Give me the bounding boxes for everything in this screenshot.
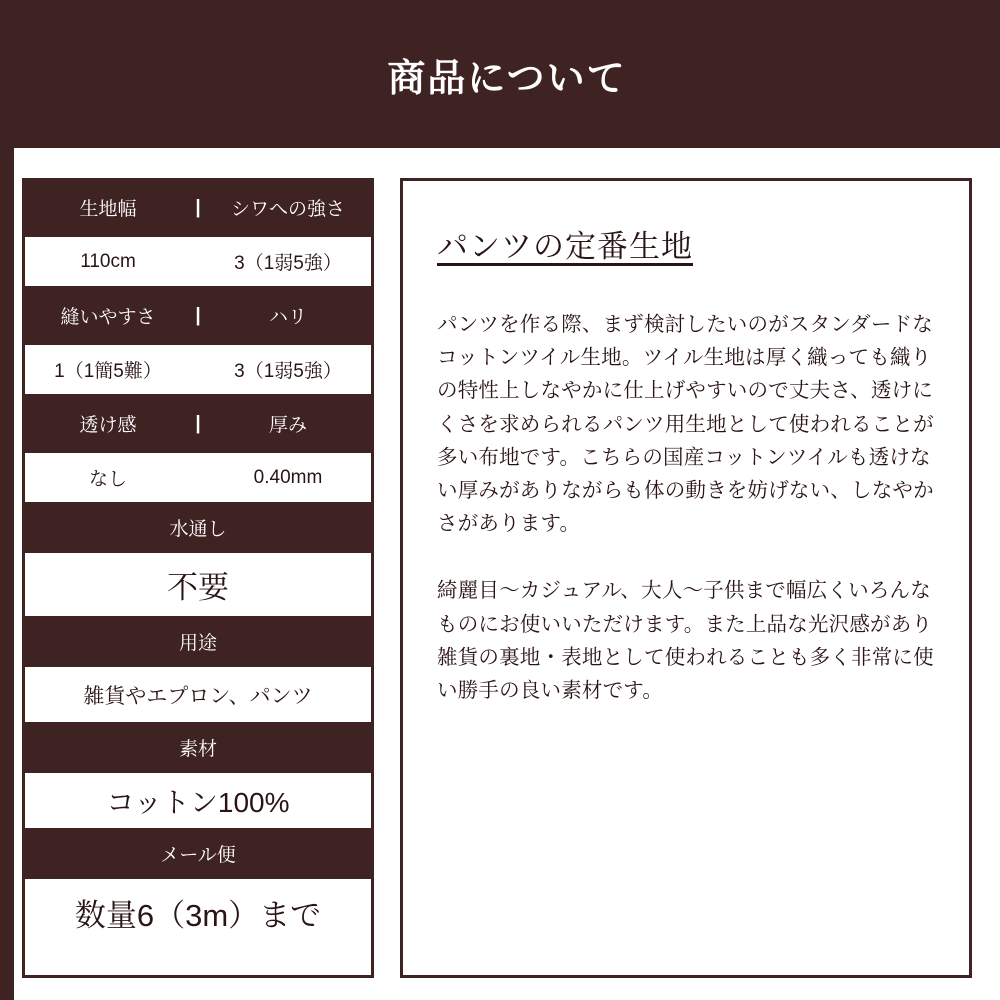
spec-header-label: シワへの強さ [230,199,345,220]
spec-value-row [25,553,371,619]
spec-header-label: 生地幅 [79,199,137,220]
spec-header-label: ハリ [268,307,307,328]
spec-value: 110cm [80,250,136,272]
spec-header-label: メール便 [160,845,236,866]
spec-header-label: 素材 [178,739,217,760]
spec-value: 3（1弱5強） [234,253,342,274]
spec-value-row [25,453,371,505]
description-box [400,178,972,978]
description-paragraph: パンツを作る際、まず検討したいのがスタンダードなコットンツイル生地。ツイル生地は厚く織っても織りの特性上しなやかに仕上げやすいので丈夫さ、透けにくさを求められるパンツ用生地として使われることが多い布地です。こちらの国産コットンツイルも透けない厚みがありながらも体の動きを妨げない、しなやかさがあります。 [437,313,934,536]
page-title: 商品について [387,57,627,100]
page-header [14,0,1000,148]
spec-value-row [25,879,371,945]
spec-header-label: 透け感 [79,415,137,436]
description-paragraph: 綺麗目〜カジュアル、大人〜子供まで幅広くいろんなものにお使いいただけます。また上品な光沢感があり雑貨の裏地・表地として使われることも多く非常に使い勝手の良い素材です。 [437,579,934,703]
spec-table [22,178,374,978]
spec-header-label: 水通し [169,519,227,540]
spec-header-label: 厚み [268,415,307,436]
spec-header-row [25,397,371,453]
spec-value: 不要 [167,570,229,605]
spec-value: 雑貨やエプロン、パンツ [83,684,313,708]
spec-header-row [25,725,371,773]
description-title: パンツの定番生地 [437,229,693,264]
spec-value-row [25,237,371,289]
spec-value-row [25,667,371,725]
spec-value: なし [88,469,127,490]
spec-value-row [25,345,371,397]
spec-separator: | [195,304,201,326]
spec-header-row [25,619,371,667]
spec-header-label: 縫いやすさ [60,307,156,328]
spec-separator: | [195,196,201,218]
spec-separator: | [195,412,201,434]
spec-value: 3（1弱5強） [234,361,342,382]
spec-value: 1（1簡5難） [54,361,162,382]
spec-value: コットン100% [106,786,290,818]
spec-header-label: 用途 [178,633,217,654]
page-content [14,148,1000,1000]
spec-value: 数量6（3m）まで [74,897,322,933]
spec-header-row [25,831,371,879]
spec-header-row [25,505,371,553]
spec-value-row [25,773,371,831]
spec-value: 0.40mm [253,466,323,488]
spec-header-row [25,181,371,237]
spec-header-row [25,289,371,345]
